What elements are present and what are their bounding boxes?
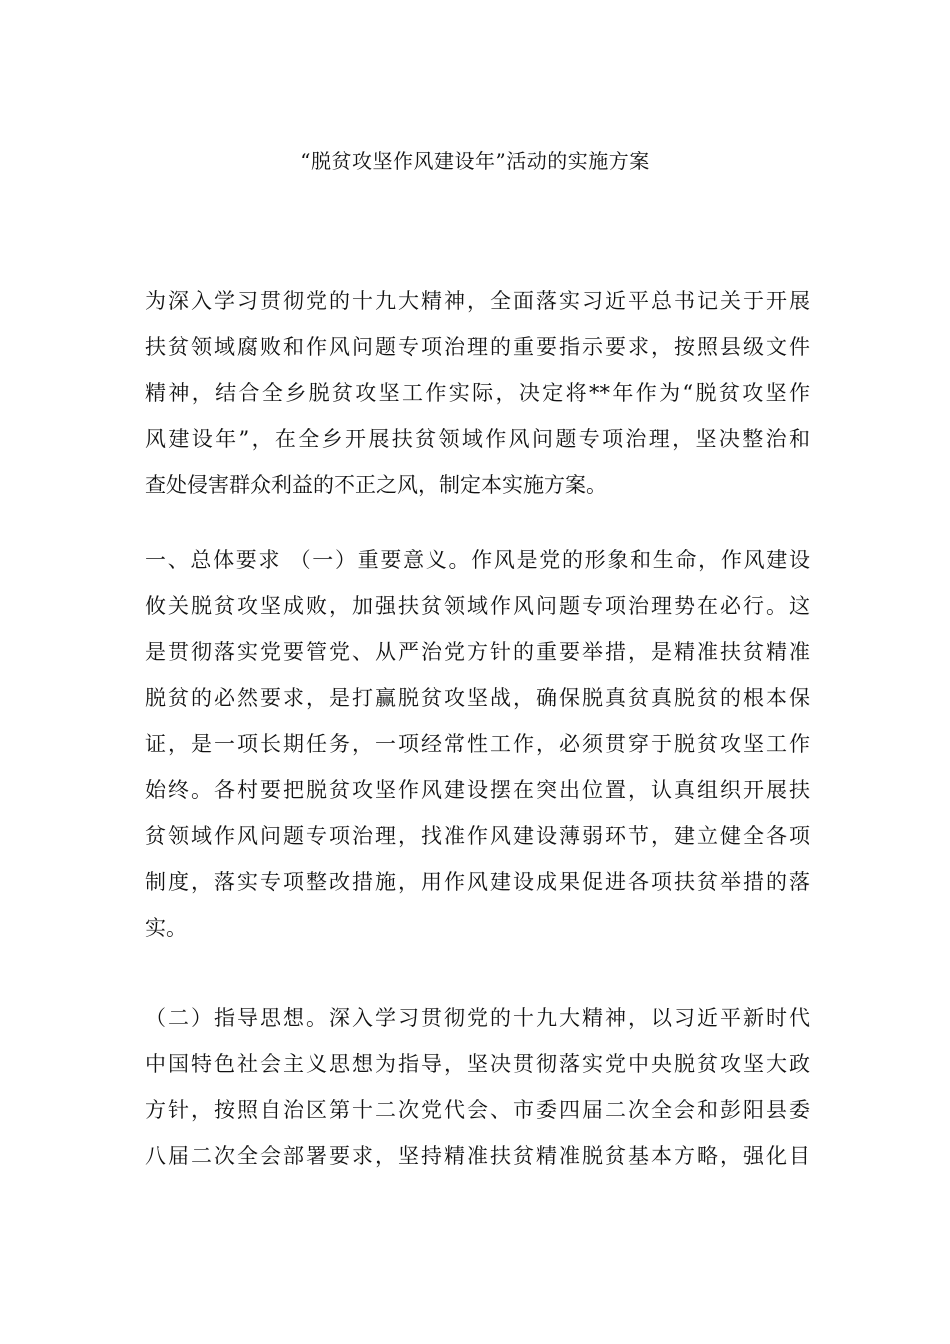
text-line: 八届二次全会部署要求，坚持精准扶贫精准脱贫基本方略，强化目 [145,1144,810,1168]
text-line: 精神，结合全乡脱贫攻坚工作实际，决定将**年作为“脱贫攻坚作 [145,381,810,405]
text-line: （二）指导思想。深入学习贯彻党的十九大精神，以习近平新时代 [145,1006,810,1030]
document-title: “脱贫攻坚作风建设年”活动的实施方案 [300,149,650,173]
text-line: 一、总体要求 （一）重要意义。作风是党的形象和生命，作风建设 [145,548,810,572]
text-line: 始终。各村要把脱贫攻坚作风建设摆在突出位置，认真组织开展扶 [145,778,810,802]
text-line: 是贯彻落实党要管党、从严治党方针的重要举措，是精准扶贫精准 [145,640,810,664]
text-line: 为深入学习贯彻党的十九大精神，全面落实习近平总书记关于开展 [145,289,810,313]
text-line: 查处侵害群众利益的不正之风，制定本实施方案。 [145,473,607,497]
text-line: 方针，按照自治区第十二次党代会、市委四届二次全会和彭阳县委 [145,1098,810,1122]
text-line: 风建设年”，在全乡开展扶贫领域作风问题专项治理，坚决整治和 [145,427,810,451]
text-line: 制度，落实专项整改措施，用作风建设成果促进各项扶贫举措的落 [145,870,810,894]
text-line: 攸关脱贫攻坚成败，加强扶贫领域作风问题专项治理势在必行。这 [145,594,810,618]
text-line: 实。 [145,916,187,940]
paragraph-intro [145,278,810,508]
text-line: 中国特色社会主义思想为指导，坚决贯彻落实党中央脱贫攻坚大政 [145,1052,810,1076]
paragraph-guiding-ideology [145,995,810,1179]
paragraph-general-requirements [145,537,810,951]
text-line: 证，是一项长期任务，一项经常性工作，必须贯穿于脱贫攻坚工作 [145,732,810,756]
text-line: 扶贫领域腐败和作风问题专项治理的重要指示要求，按照县级文件 [145,335,810,359]
text-line: 贫领域作风问题专项治理，找准作风建设薄弱环节，建立健全各项 [145,824,810,848]
text-line: 脱贫的必然要求，是打赢脱贫攻坚战，确保脱真贫真脱贫的根本保 [145,686,810,710]
